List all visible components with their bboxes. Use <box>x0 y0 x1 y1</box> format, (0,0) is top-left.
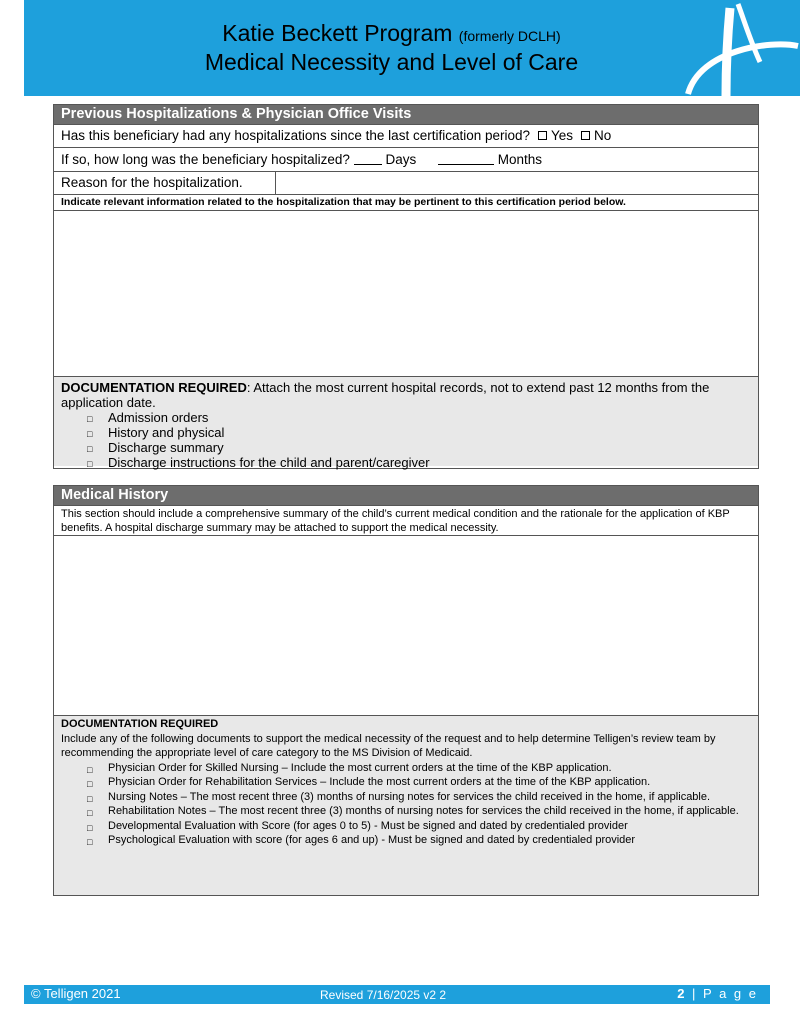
page-subtitle: Medical Necessity and Level of Care <box>204 49 579 75</box>
reason-row <box>54 171 758 194</box>
section-heading: Medical History <box>54 486 758 505</box>
list-item: □ Nursing Notes – The most recent three (3) months of nursing notes for services the child received in the home, if applicable. <box>87 790 751 805</box>
list-item: □ Rehabilitation Notes – The most recent three (3) months of nursing notes for services the child received in the home, if applicable. <box>87 804 751 819</box>
list-item: □ Physician Order for Skilled Nursing – Include the most current orders at the time of the KBP application. <box>87 761 751 776</box>
copyright-text: © Telligen 2021 <box>31 986 121 1001</box>
documentation-required-box: DOCUMENTATION REQUIRED: Attach the most current hospital records, not to extend past 12 months from the application date. □ Admission orders □ History and physical □ Discharge summary □ Discharge instructions for the child and parent/caregiver <box>54 376 758 466</box>
list-item: □ Psychological Evaluation with score (for ages 6 and up) - Must be signed and dated by credentialed provider <box>87 833 751 848</box>
program-title: Katie Beckett Program (formerly DCLH) <box>222 20 561 46</box>
days-field[interactable] <box>354 164 382 165</box>
list-item: □ Developmental Evaluation with Score (for ages 0 to 5) - Must be signed and dated by credentialed provider <box>87 819 751 834</box>
medical-history-section <box>53 485 759 896</box>
reason-label: Reason for the hospitalization. <box>54 172 276 194</box>
list-item: □ Discharge summary <box>87 440 751 455</box>
section-heading: Previous Hospitalizations & Physician Office Visits <box>54 105 758 124</box>
document-list <box>61 761 751 848</box>
header-banner <box>24 0 800 96</box>
indicate-instructions: Indicate relevant information related to the hospitalization that may be pertinent to this certification period below. <box>54 194 758 210</box>
telligen-logo-icon <box>660 0 800 96</box>
page-number: 2 | P a g e <box>677 986 758 1001</box>
list-item: □ Physician Order for Rehabilitation Services – Include the most current orders at the time of the KBP application. <box>87 775 751 790</box>
list-item: □ Discharge instructions for the child and parent/caregiver <box>87 455 751 470</box>
medical-history-notes-area[interactable] <box>54 535 758 715</box>
documentation-required-box: DOCUMENTATION REQUIRED Include any of the following documents to support the medical necessity of the request and to help determine Telligen’s review team by recommending the appropriate level of care category to the MS Division of Medicaid. □ Physician Order for Skilled Nursing – Include the most current orders at the time of the KBP application. □ Physician Order for Rehabilitation Services – Include the most current orders at the time of the KBP application. □ Nursing Notes – The most recent three (3) months of nursing notes for services the child received in the home, if applicable. □ Rehabilitation Notes – The most recent three (3) months of nursing notes for services the child received in the home, if applicable. □ Developmental Evaluation with Score (for ages 0 to 5) - Must be signed and dated by credentialed provider □ Psychological Evaluation with score (for ages 6 and up) - Must be signed and dated by credentialed provider <box>54 715 758 895</box>
no-checkbox[interactable] <box>581 131 590 140</box>
hospitalizations-section <box>53 104 759 469</box>
hospitalization-question: Has this beneficiary had any hospitalizations since the last certification period? Yes No <box>54 124 758 147</box>
medical-history-intro: This section should include a comprehensive summary of the child’s current medical condition and the rationale for the application of KBP benefits. A hospital discharge summary may be attached to support the medical necessity. <box>54 505 758 535</box>
revision-text: Revised 7/16/2025 v2 2 <box>320 988 447 1002</box>
document-list <box>61 410 751 470</box>
list-item: □ History and physical <box>87 425 751 440</box>
hospitalization-notes-area[interactable] <box>54 210 758 376</box>
yes-checkbox[interactable] <box>538 131 547 140</box>
reason-field[interactable] <box>276 172 758 194</box>
duration-question: If so, how long was the beneficiary hospitalized? Days Months <box>54 147 758 171</box>
page-footer <box>24 985 770 1004</box>
list-item: □ Admission orders <box>87 410 751 425</box>
months-field[interactable] <box>438 164 494 165</box>
